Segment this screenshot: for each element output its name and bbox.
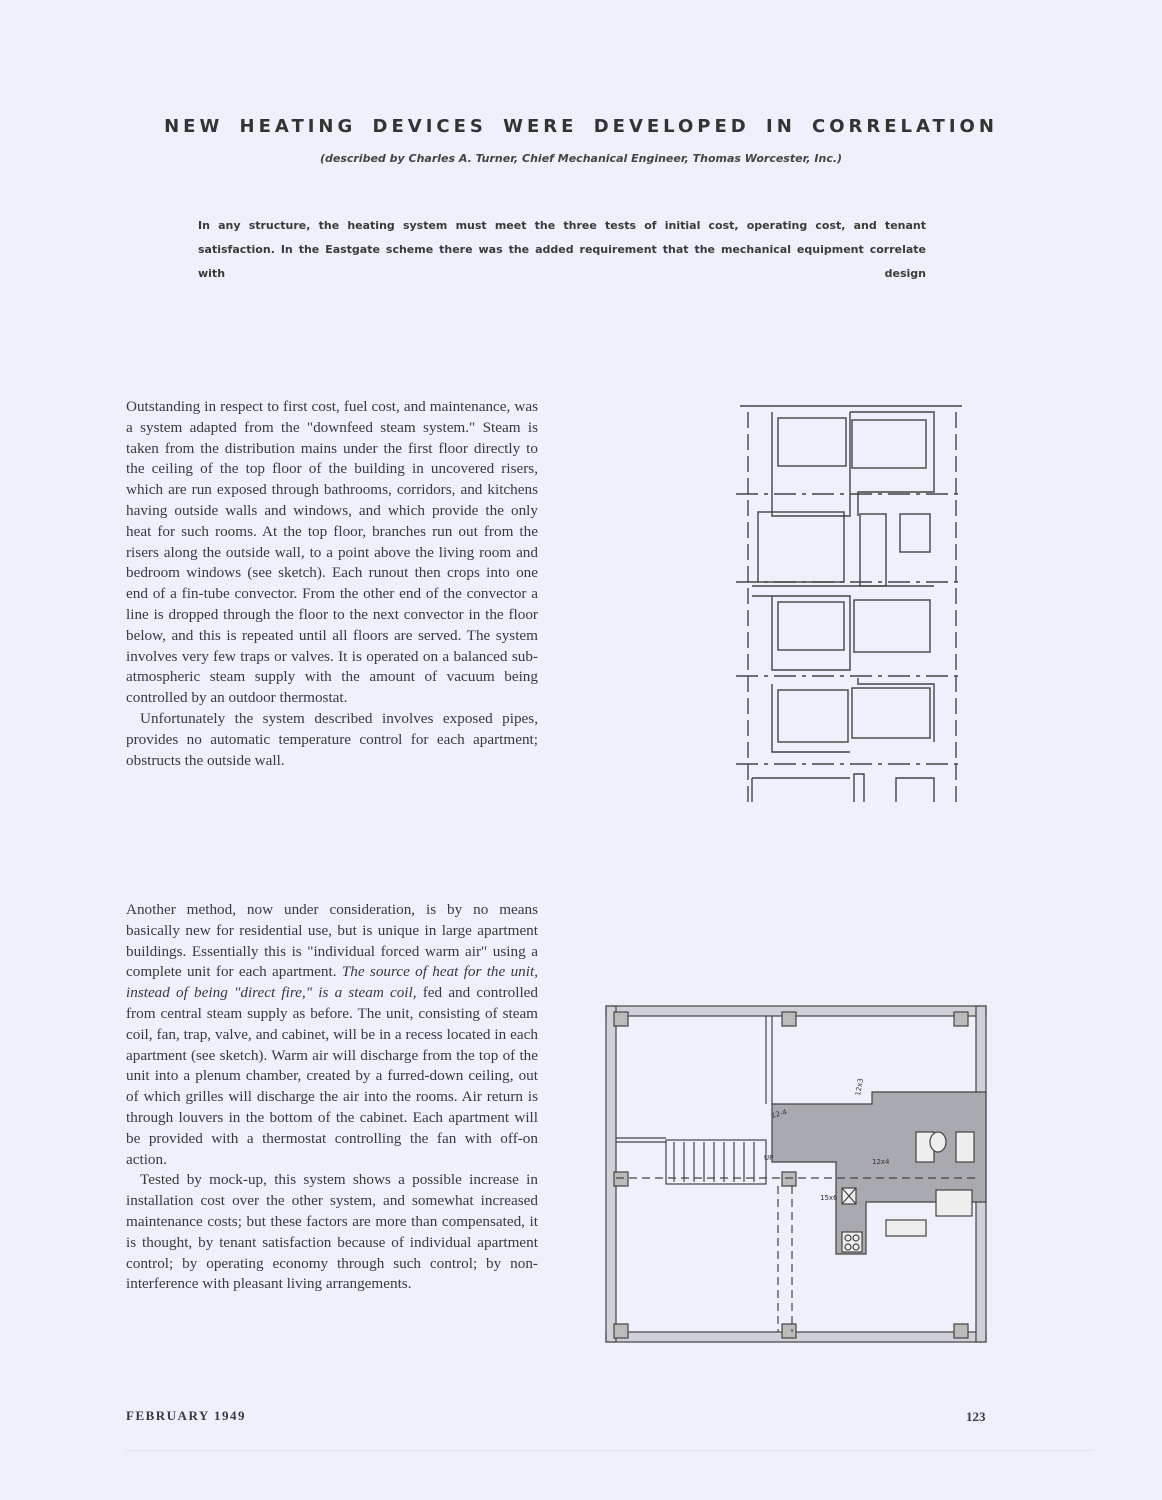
duct-label: 12-4 bbox=[770, 1108, 788, 1120]
article-byline: (described by Charles A. Turner, Chief Mechanical Engineer, Thomas Worcester, Inc.) bbox=[319, 152, 843, 165]
duct-label: 12x3 bbox=[854, 1077, 866, 1097]
page-number: 123 bbox=[966, 1409, 986, 1424]
paragraph: Another method, now under consideration, is by no means basically new for residential use, but is unique in large apartment buildings. Essentially this is "individual forced warm air" using a complete unit for each apartment. The source of heat for the unit, instead of being "direct fire," is a steam coil, fed and controlled from central steam supply as before. The unit, consisting of steam coil, fan, trap, valve, and cabinet, will be in a recess located in each apartment (see sketch). Warm air will discharge from the top of the unit into a plenum chamber, created by a furred-down ceiling, out of which grilles will discharge the air into the rooms. Air return is through louvers in the bottom of the cabinet. Each apartment will be provided with a thermostat controlling the fan with off-on action. bbox=[126, 901, 539, 1168]
duct-label: 15x6 bbox=[820, 1194, 838, 1202]
duct-label: 12x4 bbox=[872, 1158, 890, 1166]
paragraph: Tested by mock-up, this system shows a possible increase in installation cost over the other system, and somewhat increased maintenance costs; but these factors are more than compensated, it is thought, by tenant satisfaction because of individual apartment control; by operating economy through such control; by non-interference with pleasant living arrangements. bbox=[126, 1171, 538, 1293]
section-forced-warm-air bbox=[126, 900, 538, 1295]
paragraph: Unfortunately the system described involves exposed pipes, provides no automatic temperature control for each apartment; obstructs the outside wall. bbox=[126, 709, 538, 769]
article-title: NEW HEATING DEVICES WERE DEVELOPED IN CORRELATION bbox=[164, 116, 998, 137]
section-downfeed-steam bbox=[126, 397, 538, 771]
convector-section-sketch bbox=[728, 396, 968, 806]
article-intro: In any structure, the heating system must meet the three tests of initial cost, operating cost, and tenant satisfaction. In the Eastgate scheme there was the added requirement that the mechanical equipment correlate with design bbox=[198, 219, 926, 280]
footer-rule bbox=[126, 1450, 1094, 1451]
italic-emphasis: The source of heat for the unit, instead of being "direct fire," is a steam coil, bbox=[126, 963, 538, 1002]
up-label: UP bbox=[764, 1154, 774, 1162]
paragraph: Outstanding in respect to first cost, fuel cost, and maintenance, was a system adapted from the "downfeed steam system." Steam is taken from the distribution mains under the first floor directly to the ceiling of the top floor of the building in uncovered risers, which are run exposed through bathrooms, corridors, and kitchens having outside walls and windows, and which provide the only heat for such rooms. At the top floor, branches run out from the risers along the outside wall, to a point above the living room and bedroom windows (see sketch). Each runout then crops into one end of a fin-tube convector. From the other end of the convector a line is dropped through the floor to the next convector in the floor below, and this is repeated until all floors are served. The system involves very few traps or valves. It is operated on a balanced sub-atmospheric steam supply with the amount of vacuum being controlled by an outdoor thermostat. bbox=[126, 398, 538, 707]
apartment-plan-sketch bbox=[596, 992, 996, 1352]
footer-date: FEBRUARY 1949 bbox=[126, 1408, 247, 1423]
